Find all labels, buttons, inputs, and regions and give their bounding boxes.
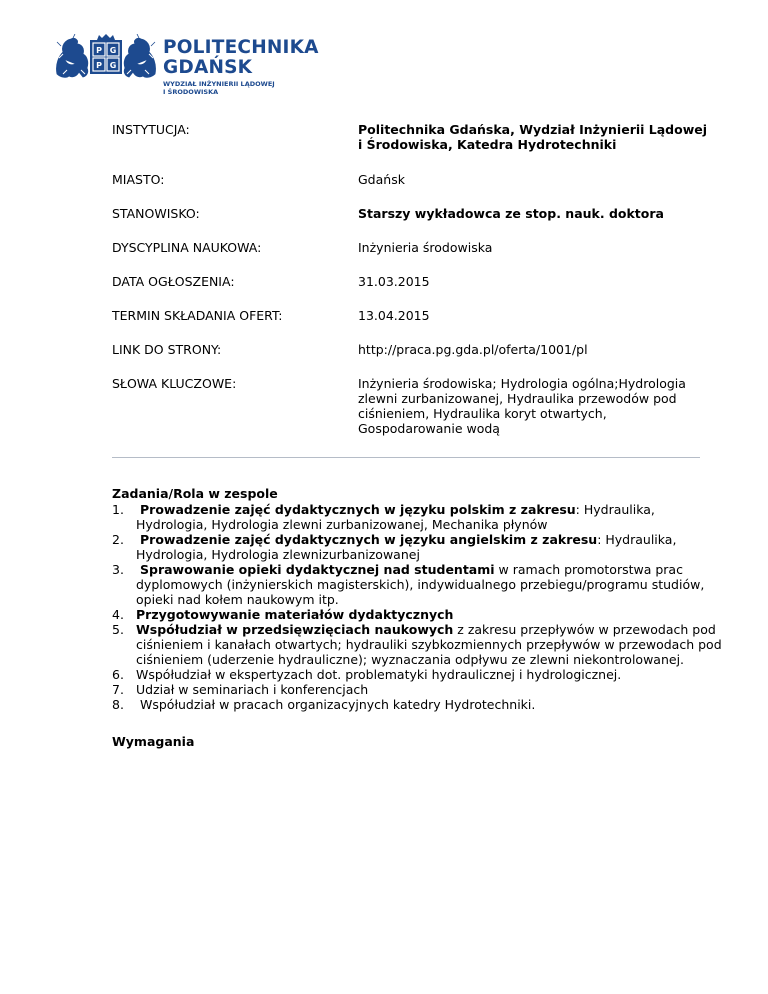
list-item-number: 3. — [112, 562, 124, 577]
list-item-number: 1. — [112, 502, 124, 517]
university-logo — [53, 34, 319, 96]
emblem-letter-1: P — [96, 46, 102, 55]
list-item-text: Współudział w pracach organizacyjnych katedry Hydrotechniki. — [140, 697, 536, 712]
logo-subtitle-line-2: I ŚRODOWISKA — [163, 88, 219, 96]
list-item — [112, 667, 722, 682]
list-item — [112, 682, 722, 697]
list-item-number: 8. — [112, 697, 124, 712]
list-item-text: z zakresu przepływów w przewodach pod ciśnieniem i kanałach otwartych; hydrauliki szybkozmiennych przepływów w przewodach pod ciśnieniem (uderzenie hydrauliczne); wyznaczania odpływu ze zlewni niekontrolowanej. — [136, 622, 722, 667]
offer-link[interactable]: http://praca.pg.gda.pl/oferta/1001/pl — [358, 342, 588, 357]
field-label: MIASTO: — [112, 172, 165, 187]
emblem-letter-3: P — [96, 61, 102, 70]
logo-title-line-1: POLITECHNIKA — [163, 37, 319, 58]
emblem-letter-4: G — [109, 61, 117, 70]
list-item-bold: Przygotowywanie materiałów dydaktycznych — [136, 607, 454, 622]
field-value: Starszy wykładowca ze stop. nauk. doktora — [358, 206, 664, 221]
field-label: INSTYTUCJA: — [112, 122, 190, 137]
field-label: LINK DO STRONY: — [112, 342, 222, 357]
field-value: Inżynieria środowiska; Hydrologia ogólna;Hydrologia zlewni zurbanizowanej, Hydraulika przewodów pod ciśnieniem, Hydraulika koryt otwartych, Gospodarowanie wodą — [358, 376, 686, 436]
field-value: Inżynieria środowiska — [358, 240, 493, 255]
list-item-text: Udział w seminariach i konferencjach — [136, 682, 369, 697]
field-value: 13.04.2015 — [358, 308, 430, 323]
list-item-number: 5. — [112, 622, 124, 637]
field-value: Gdańsk — [358, 172, 405, 187]
field-label: DATA OGŁOSZENIA: — [112, 274, 235, 289]
field-value: Politechnika Gdańska, Wydział Inżynierii Lądowej i Środowiska, Katedra Hydrotechniki — [358, 122, 708, 152]
logo-title-line-2: GDAŃSK — [163, 57, 253, 78]
list-item — [112, 502, 722, 532]
list-item — [112, 622, 722, 667]
logo-subtitle — [163, 80, 275, 96]
list-item-number: 6. — [112, 667, 124, 682]
field-label: DYSCYPLINA NAUKOWA: — [112, 240, 262, 255]
field-label: SŁOWA KLUCZOWE: — [112, 376, 237, 391]
tasks-list — [112, 502, 722, 712]
field-label: TERMIN SKŁADANIA OFERT: — [112, 308, 283, 323]
list-item-text: : Hydraulika, Hydrologia, Hydrologia zlewnizurbanizowanej — [136, 532, 677, 562]
field-value: 31.03.2015 — [358, 274, 430, 289]
university-emblem-icon — [53, 34, 159, 80]
list-item-text: Współudział w ekspertyzach dot. problematyki hydraulicznej i hydrologicznej. — [136, 667, 622, 682]
list-item-bold: Współudział w przedsięwzięciach naukowych — [136, 622, 454, 637]
list-item-text: w ramach promotorstwa prac dyplomowych (inżynierskich magisterskich), indywidualnego przebiegu/programu studiów, opieki nad kołem naukowym itp. — [136, 562, 705, 607]
list-item-text: : Hydraulika, Hydrologia, Hydrologia zlewni zurbanizowanej, Mechanika płynów — [136, 502, 655, 532]
emblem-letter-2: G — [109, 46, 117, 55]
requirements-heading: Wymagania — [112, 734, 195, 749]
list-item-number: 2. — [112, 532, 124, 547]
tasks-section — [112, 486, 722, 712]
list-item — [112, 532, 722, 562]
list-item-bold: Sprawowanie opieki dydaktycznej nad studentami — [140, 562, 495, 577]
list-item — [112, 607, 722, 622]
list-item — [112, 562, 722, 607]
section-divider — [112, 457, 700, 458]
list-item-number: 7. — [112, 682, 124, 697]
logo-subtitle-line-1: WYDZIAŁ INŻYNIERII LĄDOWEJ — [163, 80, 275, 88]
list-item — [112, 697, 722, 712]
list-item-bold: Prowadzenie zajęć dydaktycznych w języku polskim z zakresu — [140, 502, 576, 517]
list-item-bold: Prowadzenie zajęć dydaktycznych w języku angielskim z zakresu — [140, 532, 598, 547]
tasks-heading: Zadania/Rola w zespole — [112, 486, 278, 501]
field-label: STANOWISKO: — [112, 206, 200, 221]
logo-title — [163, 38, 319, 78]
list-item-number: 4. — [112, 607, 124, 622]
